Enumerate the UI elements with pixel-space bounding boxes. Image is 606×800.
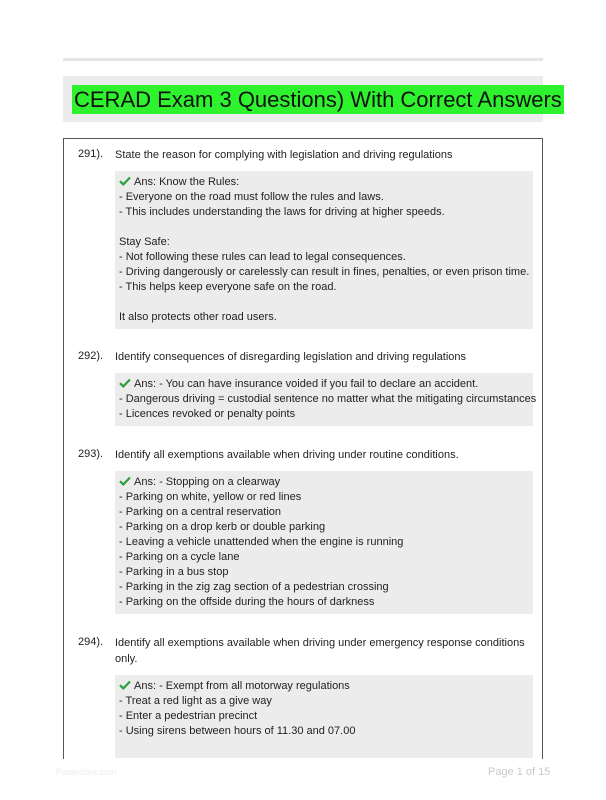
answer-box xyxy=(115,171,533,329)
answer-line: - Parking in a bus stop xyxy=(119,566,229,578)
question-number: 294). xyxy=(78,636,104,648)
answer-line: - Leaving a vehicle unattended when the engine is running xyxy=(119,536,404,548)
question-number: 293). xyxy=(78,448,104,460)
answer-line: - Parking on white, yellow or red lines xyxy=(119,491,302,503)
question-text: Identify all exemptions available when driving under routine conditions. xyxy=(115,449,459,461)
question-text: Identify consequences of disregarding legislation and driving regulations xyxy=(115,351,467,363)
answer-box xyxy=(115,471,533,614)
checkmark-icon xyxy=(119,476,131,491)
answer-line: - Parking on a cycle lane xyxy=(119,551,240,563)
answer-line: - Not following these rules can lead to legal consequences. xyxy=(119,251,406,263)
answer-line: Ans: - Exempt from all motorway regulations xyxy=(119,679,533,694)
answer-line: Stay Safe: xyxy=(119,236,170,248)
question-number: 292). xyxy=(78,350,104,362)
answer-line: - Treat a red light as a give way xyxy=(119,695,272,707)
answer-line: - Parking on the offside during the hours of darkness xyxy=(119,596,375,608)
checkmark-icon xyxy=(119,176,131,191)
checkmark-icon xyxy=(119,378,131,393)
page-title: CERAD Exam 3 Questions) With Correct Answers xyxy=(74,87,562,112)
answer-line: Ans: - Stopping on a clearway xyxy=(119,475,533,490)
answer-line: Ans: Know the Rules: xyxy=(119,175,533,190)
questions-frame xyxy=(63,138,543,759)
answer-line: - This helps keep everyone safe on the road. xyxy=(119,281,337,293)
answer-box xyxy=(115,675,533,758)
answer-line: Ans: - You can have insurance voided if you fail to declare an accident. xyxy=(119,377,533,392)
answer-line: - Parking on a central reservation xyxy=(119,506,282,518)
top-divider xyxy=(63,58,543,61)
answer-line: - Parking on a drop kerb or double parking xyxy=(119,521,326,533)
question-text: Identify all exemptions available when driving under emergency response conditions only. xyxy=(115,637,525,665)
answer-line: - Using sirens between hours of 11.30 and 07.00 xyxy=(119,725,356,737)
footer-watermark: Paperlibre.com xyxy=(56,767,117,777)
answer-line: - Everyone on the road must follow the rules and laws. xyxy=(119,191,384,203)
answer-spacer xyxy=(119,220,533,235)
answer-spacer xyxy=(119,295,533,310)
question-text: State the reason for complying with legislation and driving regulations xyxy=(115,149,453,161)
page-indicator: Page 1 of 15 xyxy=(488,766,551,778)
answer-spacer xyxy=(119,739,533,754)
answer-line: - Driving dangerously or carelessly can result in fines, penalties, or even prison time. xyxy=(119,266,530,278)
answer-line: It also protects other road users. xyxy=(119,311,277,323)
question-number: 291). xyxy=(78,148,104,160)
answer-box xyxy=(115,373,537,426)
answer-line: - This includes understanding the laws for driving at higher speeds. xyxy=(119,206,445,218)
answer-line: - Parking in the zig zag section of a pedestrian crossing xyxy=(119,581,389,593)
answer-line: - Enter a pedestrian precinct xyxy=(119,710,258,722)
checkmark-icon xyxy=(119,680,131,695)
answer-line: - Dangerous driving = custodial sentence no matter what the mitigating circumstances xyxy=(119,393,537,405)
answer-line: - Licences revoked or penalty points xyxy=(119,408,296,420)
